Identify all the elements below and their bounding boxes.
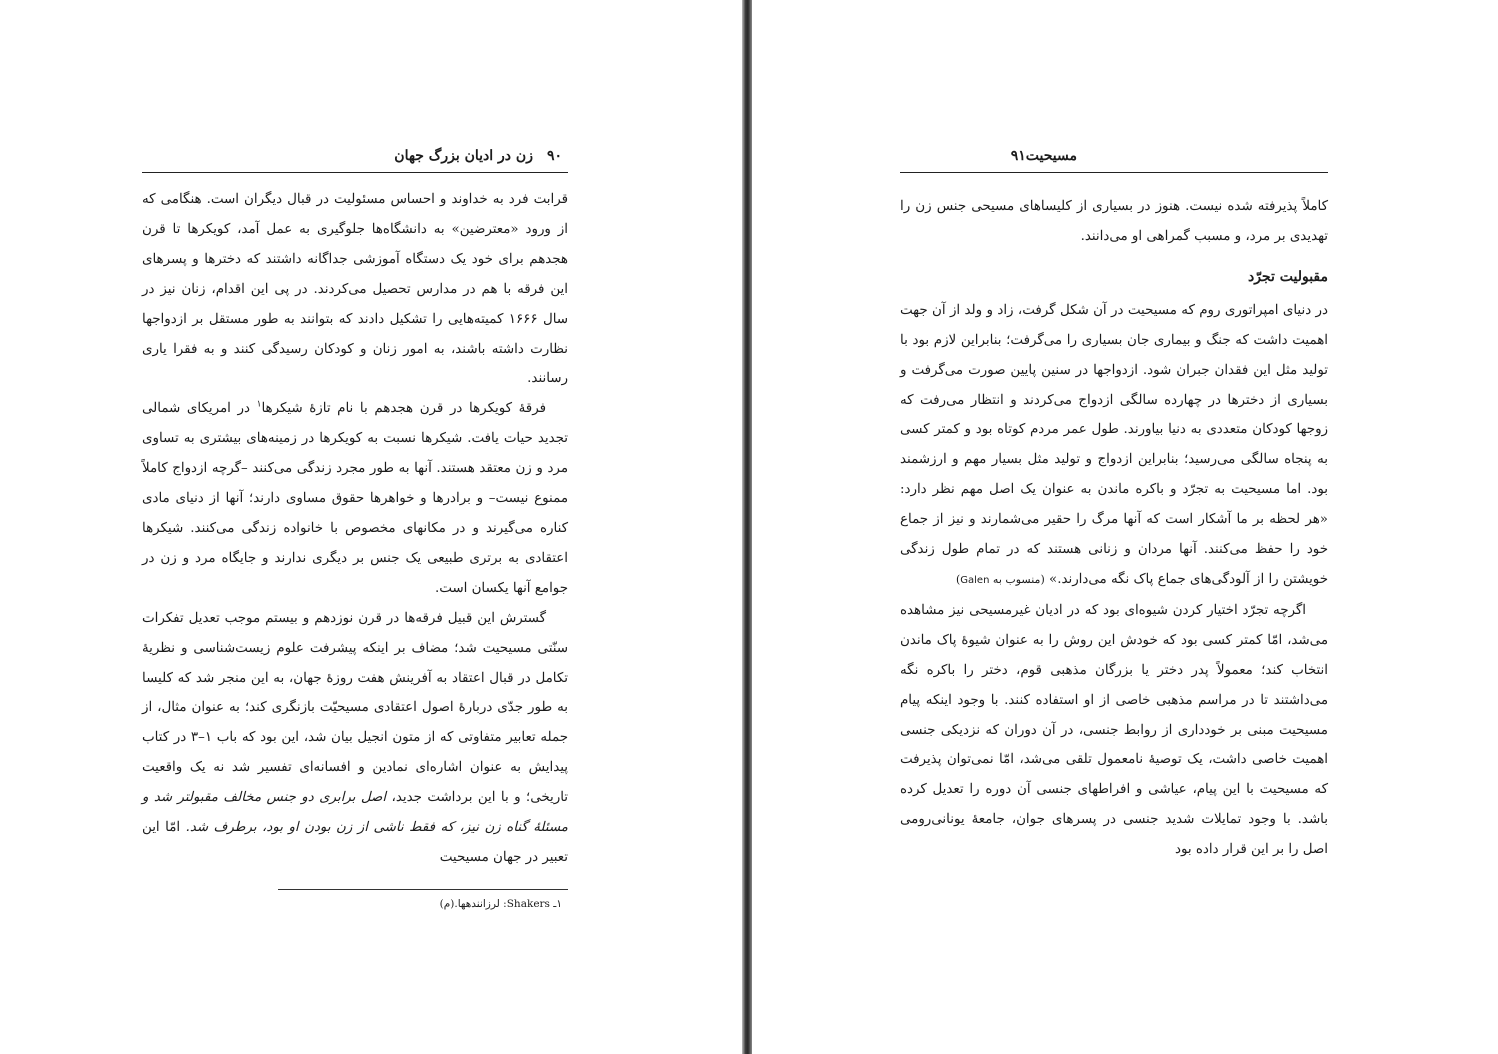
footnote-reference: ۱	[256, 399, 262, 410]
left-page	[0, 0, 742, 1054]
right-paragraph-1-body: در دنیای امپراتوری روم که مسیحیت در آن شکل گرفت، زاد و ولد از آن جهت اهمیت داشت که جنگ و بیماری جان بسیاری را می‌گرفت؛ بنابراین لازم بود با تولید مثل این فقدان جبران شود. ازدواجها در سنین پایین صورت می‌گرفت و بسیاری از دخترها در چهارده سالگی ازدواج می‌کردند و انتظار می‌رفت که زوجها کودکان متعددی به دنیا بیاورند. طول عمر مردم کوتاه بود و کمتر کسی به پنجاه سالگی می‌رسید؛ بنابراین ازدواج و تولید مثل بسیار مهم و ارزشمند بود. اما مسیحیت به تجرّد و باکره ماندن به عنوان یک اصل مهم نظر دارد: «هر لحظه بر ما آشکار است که آنها مرگ را حقیر می‌شمارند و نیز از جماع خود را حفظ می‌کنند. آنها مردان و زنانی هستند که در تمام طول زندگی خویشتن را از آلودگی‌های جماع پاک نگه می‌دارند.»	[900, 302, 1328, 587]
footnote-rule	[278, 889, 568, 890]
left-running-title: زن در ادیان بزرگ جهان	[394, 148, 533, 164]
left-paragraph-2	[142, 394, 568, 603]
section-heading: مقبولیت تجرّد	[1247, 268, 1328, 285]
left-header-rule	[142, 172, 568, 173]
attribution-suffix: )	[955, 572, 961, 586]
right-paragraph-2: اگرچه تجرّد اختیار کردن شیوه‌ای بود که در ادیان غیرمسیحی نیز مشاهده می‌شد، امّا کمتر کسی بود که خودش این روش را به عنوان شیوهٔ پاک ماندن انتخاب کند؛ معمولاً پدر دختر یا بزرگان مذهبی قوم، دختر را باکره نگه می‌داشتند تا در مراسم مذهبی خاصی از او استفاده کنند. با وجود اینکه پیام مسیحیت مبنی بر خودداری از روابط جنسی، در آن دوران که نزدیکی جنسی اهمیت خاصی داشت، یک توصیهٔ نامعمول تلقی می‌شد، امّا نمی‌توان پذیرفت که مسیحیت با این پیام، عیاشی و افراطهای جنسی آن دوره را تعدیل کرده باشد. با وجود تمایلات شدید جنسی در پسرهای جوان، جامعهٔ یونانی‌رومی اصل را بر این قرار داده بود	[900, 602, 1328, 858]
book-gutter	[742, 0, 752, 1054]
left-paragraph-2-lead: فرقهٔ کویکرها در قرن هجدهم با نام تازهٔ شیکرها	[261, 401, 546, 417]
left-paragraph-2-body: تجدید حیات یافت. شیکرها نسبت به کویکرها در زمینه‌های بیشتری به تساوی مرد و زن معتقد هستند. آنها به طور مجرد زندگی می‌کنند –گرچه ازدواج کاملاً ممنوع نیست– و برادرها و خواهرها حقوق مساوی دارند؛ آنها از دنیای مادی کناره می‌گیرند و در مکانهای مخصوص با خانواده زندگی می‌کنند. شیکرها اعتقادی به برتری طبیعی یک جنس بر دیگری ندارند و جایگاه مرد و زن در جوامع آنها یکسان است.	[142, 431, 568, 596]
right-opening-paragraph: کاملاً پذیرفته شده نیست. هنوز در بسیاری از کلیساهای مسیحی جنس زن را تهدیدی بر مرد، و مسبب گمراهی او می‌دانند.	[900, 199, 1328, 244]
left-paragraph-2-after-ref: در امریکای شمالی	[142, 401, 257, 417]
left-paragraph-3-tail: امّا این تعبیر در جهان مسیحیت	[142, 820, 568, 865]
attribution-prefix: (منسوب به	[989, 572, 1045, 586]
footnote: ۱ـ Shakers: لرزانندهها.(م)	[439, 898, 562, 910]
right-header-rule	[900, 172, 1328, 173]
left-page-header	[394, 148, 562, 170]
left-paragraph-1: قرابت فرد به خداوند و احساس مسئولیت در قبال دیگران است. هنگامی که از ورود «معترضین» به دانشگاه‌ها جلوگیری به عمل آمد، کویکرها تا قرن هجدهم برای خود یک دستگاه آموزشی جداگانه داشتند که دخترها و پسرهای این فرقه با هم در مدارس تحصیل می‌کردند. در پی این اقدام، زنان نیز در سال ۱۶۶۶ کمیته‌هایی را تشکیل دادند که بتوانند به طور مستقل بر ازدواجها نظارت داشته باشند، به امور زنان و کودکان رسیدگی کنند و به فقرا یاری رسانند.	[142, 192, 568, 387]
right-page-number: ۹۱	[1010, 148, 1026, 164]
left-page-number: ۹۰	[546, 148, 562, 164]
right-body-text	[900, 192, 1328, 865]
left-body-text	[142, 185, 568, 873]
right-paragraph-1	[900, 296, 1328, 596]
right-page-header	[997, 148, 1077, 170]
left-paragraph-3-body: گسترش این قبیل فرقه‌ها در قرن نوزدهم و بیستم موجب تعدیل تفکرات سنّتی مسیحیت شد؛ مضاف بر اینکه پیشرفت علوم زیست‌شناسی و نظریهٔ تکامل در قبال اعتقاد به آفرینش هفت روزهٔ جهان، به این منجر شد که کلیسا به طور جدّی دربارهٔ اصول اعتقادی مسیحیّت بازنگری کند؛ به عنوان مثال، از جمله تعابیر متفاوتی که از متون انجیل بیان شد، این بود که باب ۱–۳ در کتاب پیدایش به عنوان اشاره‌ای نمادین و افسانه‌ای تفسیر شد نه یک واقعیت تاریخی؛ و با این برداشت جدید،	[142, 610, 568, 806]
left-paragraph-3	[142, 604, 568, 873]
left-paragraph-3-italic: اصل برابری دو جنس مخالف مقبولتر شد و مسئلهٔ گناه زن نیز، که فقط ناشی از زن بودن او بود، برطرف شد.	[142, 790, 568, 836]
right-running-title: مسیحیت	[1025, 148, 1077, 164]
attribution-name: Galen	[960, 574, 990, 586]
right-page	[752, 0, 1498, 1054]
